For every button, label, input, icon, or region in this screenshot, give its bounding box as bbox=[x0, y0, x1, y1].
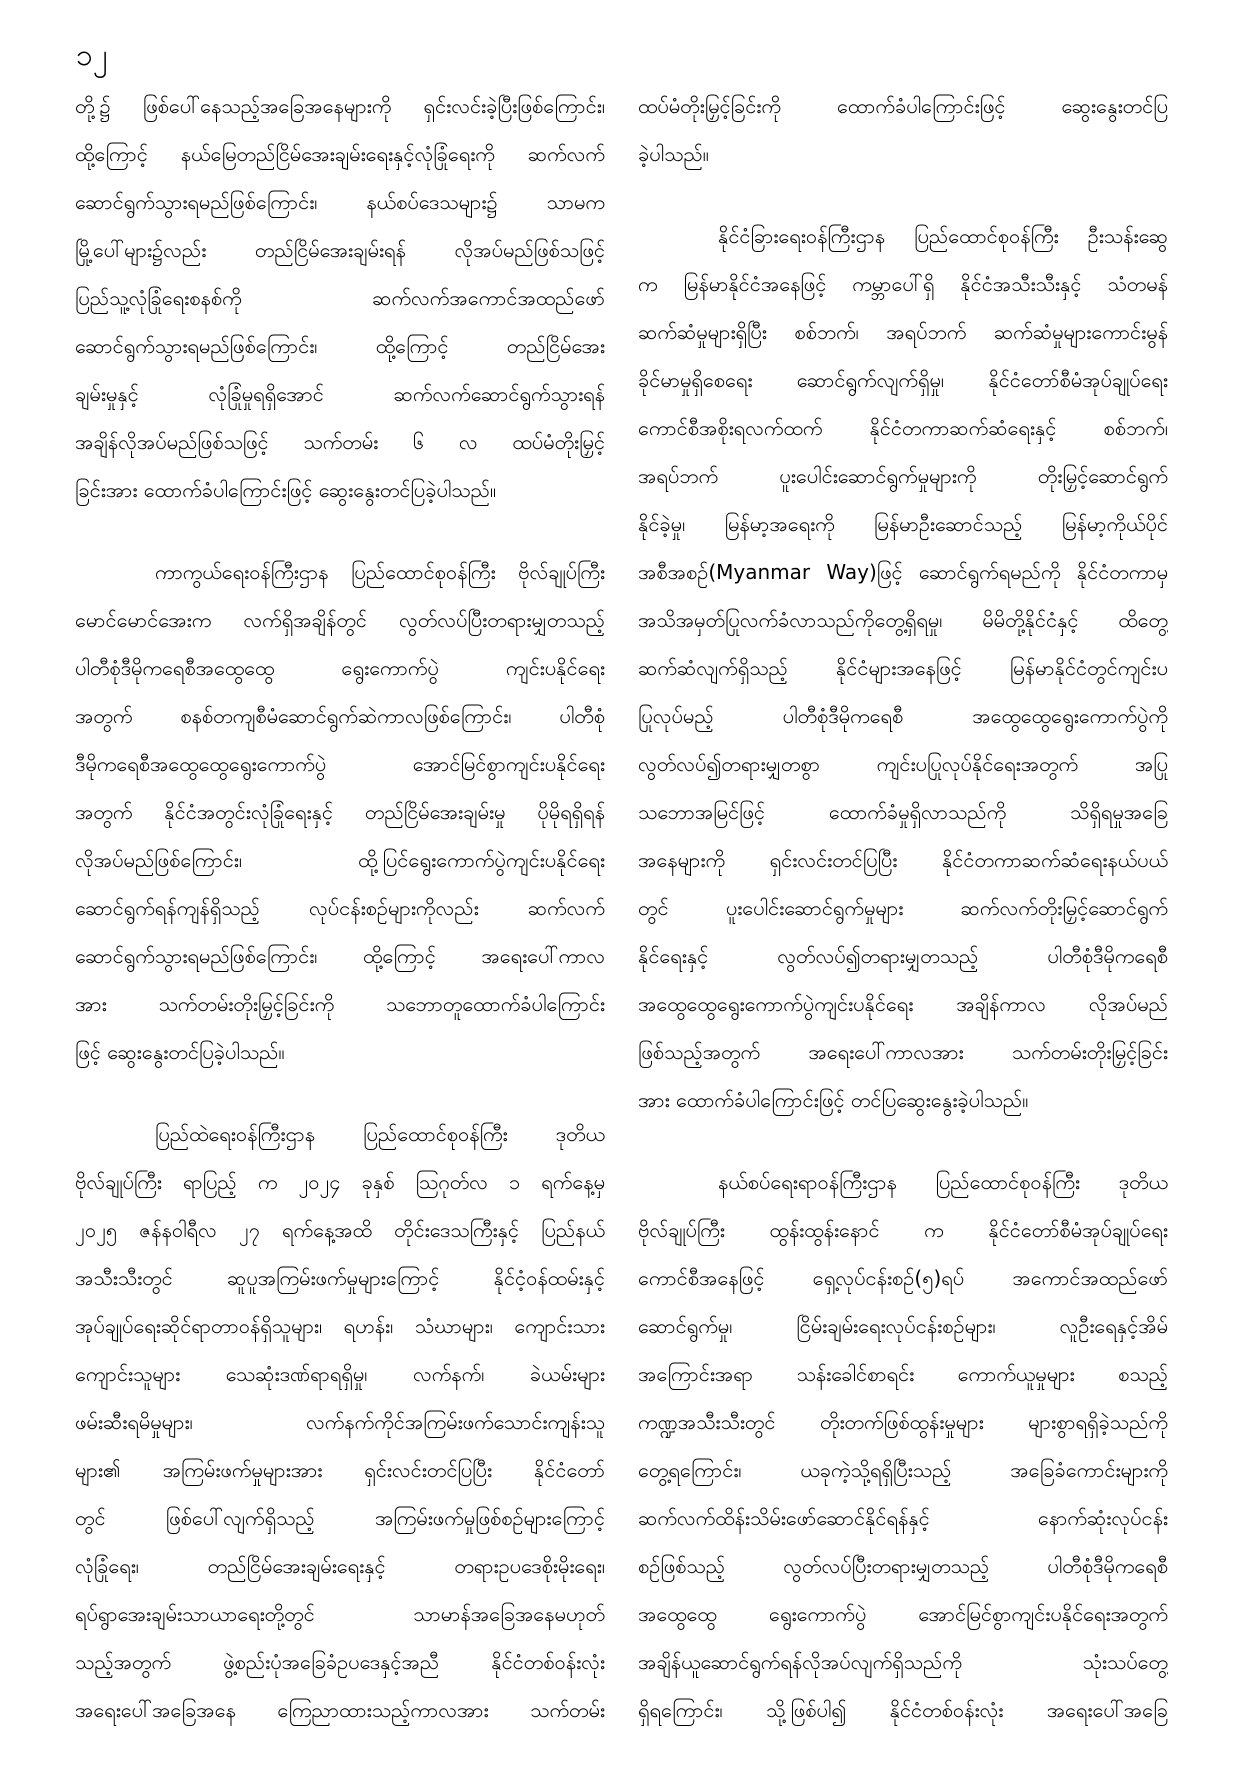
text-line: ထို့ကြောင့် နယ်မြေတည်ငြိမ်အေးချမ်းရေးနှင့်လုံခြုံရေးကို ဆက်လက် bbox=[75, 142, 605, 166]
text-line: ပြည်ထဲရေးဝန်ကြီးဌာန ပြည်ထောင်စုဝန်ကြီး ဒုတိယ bbox=[155, 1122, 605, 1146]
text-line: ဆက်လက်ထိန်းသိမ်းဖော်ဆောင်နိုင်ရန်နှင့် နောက်ဆုံးလုပ်ငန်း bbox=[638, 1506, 1168, 1530]
text-line: ခိုင်မာမှုရှိစေရေး ဆောင်ရွက်လျက်ရှိမှု၊ နိုင်ငံတော်စီမံအုပ်ချုပ်ရေး bbox=[638, 368, 1168, 392]
text-line: ဆက်ဆံလျက်ရှိသည့် နိုင်ငံများအနေဖြင့် မြန်မာနိုင်ငံတွင်ကျင်းပ bbox=[638, 656, 1168, 680]
text-line: တွင် ဖြစ်ပေါ်လျက်ရှိသည့် အကြမ်းဖက်မှုဖြစ်စဉ်များကြောင့် bbox=[75, 1506, 605, 1530]
text-line: အတွက် နိုင်ငံအတွင်းလုံခြုံရေးနှင့် တည်ငြိမ်အေးချမ်းမှု ပိုမိုရရှိရန် bbox=[75, 800, 605, 824]
text-line: ချမ်းမှုနှင့် လုံခြုံမှုရရှိအောင် ဆက်လက်ဆောင်ရွက်သွားရန် bbox=[75, 382, 605, 406]
text-line: တွေ့ရကြောင်း၊ ယခုကဲ့သို့ရရှိပြီးသည့် အခြေခံကောင်းများကို bbox=[638, 1458, 1168, 1482]
text-line: အကြောင်းအရာ သန်းခေါင်စာရင်း ကောက်ယူမှုများ စသည့် bbox=[638, 1362, 1168, 1386]
text-line: ပြုလုပ်မည့် ပါတီစုံဒီမိုကရေစီ အထွေထွေရွေးကောက်ပွဲကို bbox=[638, 704, 1168, 728]
text-line: ဆောင်ရွက်ရန်ကျန်ရှိသည့် လုပ်ငန်းစဉ်များကိုလည်း ဆက်လက် bbox=[75, 896, 605, 920]
text-line: အား သက်တမ်းတိုးမြှင့်ခြင်းကို သဘောတူထောက်ခံပါကြောင်း bbox=[75, 992, 605, 1016]
text-line: ကျောင်းသူများ သေဆုံးဒဏ်ရာရရှိမှု၊ လက်နက်၊ ခဲယမ်းများ bbox=[75, 1362, 605, 1386]
paragraph bbox=[638, 1158, 1168, 1734]
text-line: ထပ်မံတိုးမြှင့်ခြင်းကို ထောက်ခံပါကြောင်းဖြင့် ဆွေးနွေးတင်ပြ bbox=[638, 94, 1168, 118]
page-number: ၁၂ bbox=[76, 38, 108, 73]
paragraph bbox=[75, 548, 605, 1076]
text-line: ကောင်စီအနေဖြင့် ရှေ့လုပ်ငန်းစဉ်(၅)ရပ် အကောင်အထည်ဖော် bbox=[638, 1266, 1168, 1290]
paragraph bbox=[75, 82, 605, 514]
article-body bbox=[75, 82, 1168, 1768]
text-line: အရေးပေါ်အခြေအနေ ကြေညာထားသည့်ကာလအား သက်တမ်း bbox=[75, 1698, 605, 1722]
text-line: ဒီမိုကရေစီအထွေထွေရွေးကောက်ပွဲ အောင်မြင်စွာကျင်းပနိုင်ရေး bbox=[75, 752, 605, 776]
text-line: ဗိုလ်ချုပ်ကြီး ရာပြည့် က ၂၀၂၄ ခုနှစ် ဩဂုတ်လ ၁ ရက်နေ့မှ bbox=[75, 1170, 605, 1194]
text-line: အရပ်ဘက် ပူးပေါင်းဆောင်ရွက်မှုများကို တိုးမြှင့်ဆောင်ရွက် bbox=[638, 464, 1168, 488]
text-line: ရှိရကြောင်း၊ သို့ဖြစ်ပါ၍ နိုင်ငံတစ်ဝန်းလုံး အရေးပေါ်အခြေ bbox=[638, 1698, 1168, 1722]
text-line: သည့်အတွက် ဖွဲ့စည်းပုံအခြေခံဥပဒေနှင့်အညီ နိုင်ငံတစ်ဝန်းလုံး bbox=[75, 1650, 605, 1674]
text-line: နိုင်ငံခြားရေးဝန်ကြီးဌာန ပြည်ထောင်စုဝန်ကြီး ဦးသန်းဆွေ bbox=[718, 224, 1168, 248]
text-line: ၂၀၂၅ ဇန်နဝါရီလ ၂၇ ရက်နေ့အထိ တိုင်းဒေသကြီးနှင့် ပြည်နယ် bbox=[75, 1218, 605, 1242]
text-line: တွင် ပူးပေါင်းဆောင်ရွက်မှုများ ဆက်လက်တိုးမြှင့်ဆောင်ရွက် bbox=[638, 896, 1168, 920]
text-line: ရပ်ရွာအေးချမ်းသာယာရေးတို့တွင် သာမာန်အခြေအနေမဟုတ် bbox=[75, 1602, 605, 1626]
text-line: အထွေထွေရွေးကောက်ပွဲကျင်းပနိုင်ရေး အချိန်ကာလ လိုအပ်မည် bbox=[638, 992, 1168, 1016]
text-line: ဖြစ်သည့်အတွက် အရေးပေါ်ကာလအား သက်တမ်းတိုးမြှင့်ခြင်း bbox=[638, 1040, 1168, 1064]
text-line: ဖမ်းဆီးရမိမှုများ၊ လက်နက်ကိုင်အကြမ်းဖက်သောင်းကျန်းသူ bbox=[75, 1410, 605, 1434]
text-line: အား ထောက်ခံပါကြောင်းဖြင့် တင်ပြဆွေးနွေးခဲ့ပါသည်။ bbox=[638, 1088, 1029, 1112]
text-line: ပါတီစုံဒီမိုကရေစီအထွေထွေ ရွေးကောက်ပွဲ ကျင်းပနိုင်ရေး bbox=[75, 656, 605, 680]
text-line: ဖြင့် ဆွေးနွေးတင်ပြခဲ့ပါသည်။ bbox=[75, 1040, 285, 1064]
text-line: ကဏ္ဍအသီးသီးတွင် တိုးတက်ဖြစ်ထွန်းမှုများ များစွာရရှိခဲ့သည်ကို bbox=[638, 1410, 1168, 1434]
text-line: မြို့ပေါ်များ၌လည်း တည်ငြိမ်အေးချမ်းရန် လိုအပ်မည်ဖြစ်သဖြင့် bbox=[75, 238, 605, 262]
text-line: လွတ်လပ်၍တရားမျှတစွာ ကျင်းပပြုလုပ်နိုင်ရေးအတွက် အပြု bbox=[638, 752, 1168, 776]
text-line: အသိအမှတ်ပြုလက်ခံလာသည်ကိုတွေ့ရှိရမှု၊ မိမိတို့နိုင်ငံနှင့် ထိတွေ့ bbox=[638, 608, 1168, 632]
text-line: လိုအပ်မည်ဖြစ်ကြောင်း၊ ထို့ပြင်ရွေးကောက်ပွဲကျင်းပနိုင်ရေး bbox=[75, 848, 605, 872]
text-line: ခြင်းအား ထောက်ခံပါကြောင်းဖြင့် ဆွေးနွေးတင်ပြခဲ့ပါသည်။ bbox=[75, 478, 497, 502]
text-line: အချိန်လိုအပ်မည်ဖြစ်သဖြင့် သက်တမ်း ၆ လ ထပ်မံတိုးမြှင့် bbox=[75, 430, 605, 454]
paragraph bbox=[638, 82, 1168, 178]
text-line: ဆက်ဆံမှုများရှိပြီး စစ်ဘက်၊ အရပ်ဘက် ဆက်ဆံမှုများကောင်းမွန် bbox=[638, 320, 1168, 344]
text-line: တို့၌ ဖြစ်ပေါ်နေသည့်အခြေအနေများကို ရှင်းလင်းခဲ့ပြီးဖြစ်ကြောင်း၊ bbox=[75, 94, 605, 118]
text-line: နယ်စပ်ရေးရာဝန်ကြီးဌာန ပြည်ထောင်စုဝန်ကြီး ဒုတိယ bbox=[718, 1170, 1168, 1194]
text-line: အသီးသီးတွင် ဆူပူအကြမ်းဖက်မှုများကြောင့် နိုင်ငံ့ဝန်ထမ်းနှင့် bbox=[75, 1266, 605, 1290]
text-line: အတွက် စနစ်တကျစီမံဆောင်ရွက်ဆဲကာလဖြစ်ကြောင်း၊ ပါတီစုံ bbox=[75, 704, 605, 728]
left-column bbox=[75, 82, 605, 1768]
text-line: ဆောင်ရွက်သွားရမည်ဖြစ်ကြောင်း၊ ထို့ကြောင့် အရေးပေါ်ကာလ bbox=[75, 944, 605, 968]
text-line: များ၏ အကြမ်းဖက်မှုများအား ရှင်းလင်းတင်ပြပြီး နိုင်ငံတော် bbox=[75, 1458, 605, 1482]
text-line: ဆောင်ရွက်သွားရမည်ဖြစ်ကြောင်း၊ နယ်စပ်ဒေသများ၌ သာမက bbox=[75, 190, 605, 214]
text-line: စဉ်ဖြစ်သည့် လွတ်လပ်ပြီးတရားမျှတသည့် ပါတီစုံဒီမိုကရေစီ bbox=[638, 1554, 1168, 1578]
text-line: အုပ်ချုပ်ရေးဆိုင်ရာတာဝန်ရှိသူများ၊ ရဟန်း၊ သံဃာများ၊ ကျောင်းသား bbox=[75, 1314, 605, 1338]
text-line: လုံခြုံရေး၊ တည်ငြိမ်အေးချမ်းရေးနှင့် တရားဥပဒေစိုးမိုးရေး၊ bbox=[75, 1554, 605, 1578]
text-line: ဗိုလ်ချုပ်ကြီး ထွန်းထွန်းနောင် က နိုင်ငံတော်စီမံအုပ်ချုပ်ရေး bbox=[638, 1218, 1168, 1242]
text-line: ဆောင်ရွက်မှု၊ ငြိမ်းချမ်းရေးလုပ်ငန်းစဉ်များ၊ လူဦးရေနှင့်အိမ် bbox=[638, 1314, 1168, 1338]
text-line: သဘောအမြင်ဖြင့် ထောက်ခံမှုရှိလာသည်ကို သိရှိရမှုအခြေ bbox=[638, 800, 1168, 824]
text-line: ခဲ့ပါသည်။ bbox=[638, 142, 709, 166]
text-line: နိုင်ရေးနှင့် လွတ်လပ်၍တရားမျှတသည့် ပါတီစုံဒီမိုကရေစီ bbox=[638, 944, 1168, 968]
paragraph bbox=[75, 1110, 605, 1734]
text-line: ကာကွယ်ရေးဝန်ကြီးဌာန ပြည်ထောင်စုဝန်ကြီး ဗိုလ်ချုပ်ကြီး bbox=[155, 560, 605, 584]
text-line: ကောင်စီအစိုးရလက်ထက် နိုင်ငံတကာဆက်ဆံရေးနှင့် စစ်ဘက်၊ bbox=[638, 416, 1168, 440]
right-column bbox=[638, 82, 1168, 1768]
text-line: ဆောင်ရွက်သွားရမည်ဖြစ်ကြောင်း၊ ထို့ကြောင့် တည်ငြိမ်အေး bbox=[75, 334, 605, 358]
paragraph bbox=[638, 212, 1168, 1124]
text-line: မောင်မောင်အေးက လက်ရှိအချိန်တွင် လွတ်လပ်ပြီးတရားမျှတသည့် bbox=[75, 608, 605, 632]
text-line: နိုင်ခဲ့မှု၊ မြန်မာ့အရေးကို မြန်မာဦးဆောင်သည့် မြန်မာ့ကိုယ်ပိုင် bbox=[638, 512, 1168, 536]
text-line: အနေများကို ရှင်းလင်းတင်ပြပြီး နိုင်ငံတကာဆက်ဆံရေးနယ်ပယ် bbox=[638, 848, 1168, 872]
text-line: အချိန်ယူဆောင်ရွက်ရန်လိုအပ်လျက်ရှိသည်ကို သုံးသပ်တွေ့ bbox=[638, 1650, 1168, 1674]
text-line: ပြည်သူ့လုံခြုံရေးစနစ်ကို ဆက်လက်အကောင်အထည်ဖော် bbox=[75, 286, 605, 310]
text-line: အစီအစဉ်(Myanmar Way)ဖြင့် ဆောင်ရွက်ရမည်ကို နိုင်ငံတကာမှ bbox=[638, 560, 1168, 584]
text-line: အထွေထွေ ရွေးကောက်ပွဲ အောင်မြင်စွာကျင်းပနိုင်ရေးအတွက် bbox=[638, 1602, 1168, 1626]
text-line: က မြန်မာနိုင်ငံအနေဖြင့် ကမ္ဘာပေါ်ရှိ နိုင်ငံအသီးသီးနှင့် သံတမန် bbox=[638, 272, 1168, 296]
